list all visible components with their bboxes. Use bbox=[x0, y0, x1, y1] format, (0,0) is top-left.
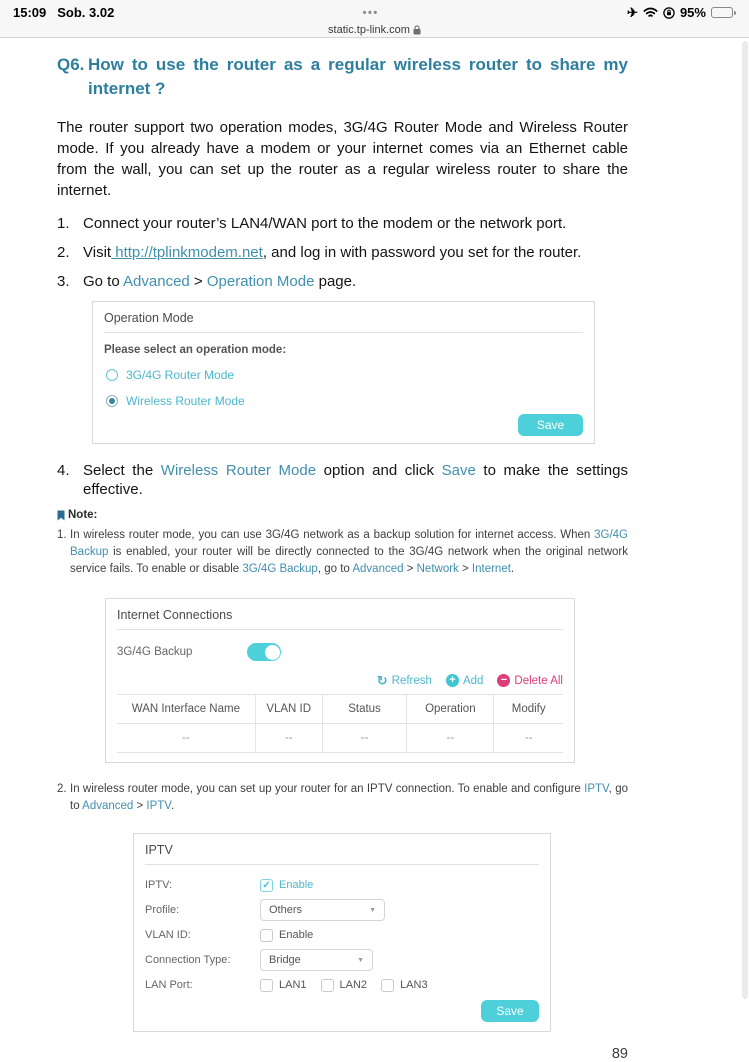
checkbox-label: Enable bbox=[279, 879, 314, 891]
operation-mode-prompt: Please select an operation mode: bbox=[104, 344, 287, 356]
note-text-part: In wireless router mode, you can use 3G/4G network as a backup solution for internet access. When bbox=[70, 529, 595, 541]
dropdown-value: Bridge bbox=[269, 954, 301, 966]
backup-link[interactable]: 3G/4G Backup bbox=[70, 529, 628, 558]
note-text-part: is enabled, your router will be directly connected to the 3G/4G network when the original network service fails. To enable or disable bbox=[70, 546, 628, 575]
advanced-link[interactable]: Advanced bbox=[352, 563, 404, 575]
airplane-mode-icon: ✈ bbox=[627, 4, 638, 20]
profile-row bbox=[145, 899, 539, 921]
lan-port-row bbox=[145, 974, 539, 996]
backup-row bbox=[117, 643, 563, 661]
radio-option-3g4g[interactable] bbox=[106, 368, 583, 382]
note-item-2 bbox=[57, 781, 628, 815]
backup-label: 3G/4G Backup bbox=[117, 646, 193, 658]
table-header-row bbox=[117, 695, 563, 724]
step-text-part: Select the bbox=[83, 462, 161, 479]
refresh-label: Refresh bbox=[391, 674, 432, 687]
checkbox-label: LAN3 bbox=[400, 979, 428, 991]
note-text-part: . bbox=[510, 563, 515, 575]
panel-title: Internet Connections bbox=[117, 608, 563, 630]
note-text-part: In wireless router mode, you can set up your router for an IPTV connection. To enable and configure bbox=[70, 783, 585, 795]
wifi-icon bbox=[643, 7, 658, 18]
radio-label: Wireless Router Mode bbox=[126, 394, 245, 408]
lan3-option[interactable] bbox=[381, 979, 428, 992]
network-link[interactable]: Network bbox=[416, 563, 459, 575]
step-number: 1. bbox=[57, 215, 70, 232]
step-text-part: option and click bbox=[316, 462, 442, 479]
add-action[interactable] bbox=[446, 674, 483, 687]
step-text: Connect your router’s LAN4/WAN port to the modem or the network port. bbox=[83, 215, 567, 232]
advanced-link[interactable]: Advanced bbox=[82, 800, 134, 812]
column-header: WAN Interface Name bbox=[117, 695, 255, 724]
note-text-part: , go to bbox=[317, 563, 353, 575]
panel-title: Operation Mode bbox=[104, 311, 583, 333]
internet-link[interactable]: Internet bbox=[471, 563, 511, 575]
checkbox-label: Enable bbox=[279, 929, 314, 941]
iptv-link[interactable]: IPTV bbox=[584, 783, 609, 795]
checkbox-label: LAN1 bbox=[279, 979, 307, 991]
backup-link[interactable]: 3G/4G Backup bbox=[242, 563, 318, 575]
step-item-2 bbox=[57, 243, 628, 262]
status-bar bbox=[0, 0, 749, 38]
add-label: Add bbox=[462, 674, 484, 687]
backup-toggle-on[interactable] bbox=[247, 643, 281, 661]
table-cell: -- bbox=[322, 724, 407, 753]
column-header: Modify bbox=[494, 695, 563, 724]
connection-type-row bbox=[145, 949, 539, 971]
step-text-part: to make the settings effective. bbox=[83, 462, 628, 498]
step-text-part: > bbox=[189, 273, 207, 290]
lan2-option[interactable] bbox=[321, 979, 368, 992]
save-button[interactable]: Save bbox=[518, 414, 583, 436]
connection-type-dropdown[interactable] bbox=[260, 949, 373, 971]
radio-option-wireless[interactable] bbox=[106, 394, 583, 408]
refresh-icon: ↻ bbox=[376, 673, 388, 688]
field-label: LAN Port: bbox=[145, 979, 193, 991]
note-text bbox=[70, 781, 628, 815]
checkbox-label: LAN2 bbox=[339, 979, 368, 991]
step-text-part: Visit bbox=[83, 244, 112, 261]
table-cell: -- bbox=[407, 724, 494, 753]
chevron-down-icon: ▼ bbox=[369, 906, 376, 914]
page-dots-indicator: ••• bbox=[362, 6, 379, 19]
question-heading bbox=[57, 53, 628, 101]
note-number: 1. bbox=[57, 529, 67, 541]
status-icons bbox=[627, 5, 736, 20]
column-header: Status bbox=[322, 695, 407, 724]
page-scrollbar[interactable] bbox=[742, 41, 748, 999]
vlan-row bbox=[145, 924, 539, 946]
clock-text: 15:09 bbox=[13, 5, 47, 20]
table-cell: -- bbox=[494, 724, 563, 753]
operation-mode-link[interactable]: Operation Mode bbox=[206, 273, 315, 290]
battery-percent: 95% bbox=[679, 5, 706, 20]
step-text bbox=[83, 272, 628, 291]
step-number: 3. bbox=[57, 273, 70, 290]
vlan-enable-checkbox[interactable] bbox=[260, 929, 273, 942]
delete-all-label: Delete All bbox=[514, 674, 563, 687]
step-text bbox=[83, 461, 628, 499]
operation-mode-panel bbox=[92, 301, 595, 444]
add-icon: + bbox=[446, 674, 459, 687]
step-text-part: Go to bbox=[83, 273, 124, 290]
step-text-part: page. bbox=[314, 273, 357, 290]
radio-selected-icon[interactable] bbox=[106, 395, 118, 407]
field-label: Profile: bbox=[145, 904, 180, 916]
question-number: Q6. bbox=[57, 55, 85, 74]
radio-unselected-icon[interactable] bbox=[106, 369, 118, 381]
note-text-part: > bbox=[403, 563, 417, 575]
field-label: IPTV: bbox=[145, 879, 173, 891]
lan2-checkbox[interactable] bbox=[321, 979, 334, 992]
document-page bbox=[57, 53, 628, 1062]
field-label: Connection Type: bbox=[145, 954, 231, 966]
panel-title: IPTV bbox=[145, 843, 539, 865]
profile-dropdown[interactable] bbox=[260, 899, 385, 921]
check-icon: ✓ bbox=[262, 879, 271, 891]
save-button[interactable]: Save bbox=[481, 1000, 539, 1022]
lan1-checkbox[interactable] bbox=[260, 979, 273, 992]
field-label: VLAN ID: bbox=[145, 929, 191, 941]
refresh-action[interactable] bbox=[377, 674, 432, 687]
step-text-part: , and log in with password you set for the router. bbox=[262, 244, 582, 261]
status-left bbox=[13, 5, 114, 20]
note-label-text: Note: bbox=[68, 509, 98, 521]
lan1-option[interactable] bbox=[260, 979, 307, 992]
step-number: 2. bbox=[57, 244, 70, 261]
battery-icon bbox=[711, 7, 736, 18]
delete-all-icon: − bbox=[497, 674, 510, 687]
column-header: Operation bbox=[407, 695, 494, 724]
note-heading bbox=[57, 509, 628, 521]
table-actions bbox=[117, 674, 563, 687]
wan-table bbox=[117, 694, 563, 753]
note-text-part: , go to bbox=[70, 783, 628, 812]
note-bookmark-icon bbox=[57, 510, 65, 521]
status-bar-row bbox=[0, 0, 749, 22]
save-link[interactable]: Save bbox=[441, 462, 476, 479]
iptv-enable-checkbox[interactable] bbox=[260, 879, 273, 892]
step-item-4 bbox=[57, 461, 628, 499]
tplinkmodem-url-link[interactable]: http://tplinkmodem.net bbox=[111, 244, 263, 261]
table-cell: -- bbox=[117, 724, 255, 753]
note-text-part: > bbox=[458, 563, 472, 575]
dropdown-value: Others bbox=[269, 904, 303, 916]
lock-icon bbox=[413, 25, 421, 35]
steps-list bbox=[57, 214, 628, 291]
step-number: 4. bbox=[57, 462, 70, 479]
iptv-link[interactable]: IPTV bbox=[146, 800, 171, 812]
table-cell: -- bbox=[255, 724, 322, 753]
note-number: 2. bbox=[57, 783, 67, 795]
column-header: VLAN ID bbox=[255, 695, 322, 724]
chevron-down-icon: ▼ bbox=[357, 956, 364, 964]
wireless-router-mode-link[interactable]: Wireless Router Mode bbox=[160, 462, 317, 479]
step-item-1 bbox=[57, 214, 628, 233]
step-item-3 bbox=[57, 272, 628, 291]
note-text-part: . bbox=[170, 800, 175, 812]
advanced-link[interactable]: Advanced bbox=[123, 273, 190, 290]
url-text: static.tp-link.com bbox=[328, 23, 410, 36]
internet-connections-panel bbox=[105, 598, 575, 763]
note-text-part: > bbox=[133, 800, 147, 812]
note-text bbox=[70, 527, 628, 578]
radio-label: 3G/4G Router Mode bbox=[126, 368, 235, 382]
url-bar[interactable] bbox=[0, 22, 749, 37]
date-text: Sob. 3.02 bbox=[57, 5, 115, 20]
delete-all-action[interactable] bbox=[497, 674, 563, 687]
lan-port-options bbox=[260, 979, 428, 992]
rotation-lock-icon bbox=[663, 7, 675, 19]
table-row bbox=[117, 724, 563, 753]
intro-paragraph: The router support two operation modes, 3G/4G Router Mode and Wireless Router mode. If you already have a modem or your internet comes via an Ethernet cable from the wall, you can set up the router as a regular wireless router to share the internet. bbox=[57, 119, 628, 199]
iptv-enable-row bbox=[145, 874, 539, 896]
step-text bbox=[83, 243, 628, 262]
iptv-panel bbox=[133, 833, 551, 1032]
lan3-checkbox[interactable] bbox=[381, 979, 394, 992]
page-number: 89 bbox=[611, 1046, 628, 1062]
note-item-1 bbox=[57, 527, 628, 578]
question-title: How to use the router as a regular wireless router to share my internet ? bbox=[88, 55, 628, 98]
